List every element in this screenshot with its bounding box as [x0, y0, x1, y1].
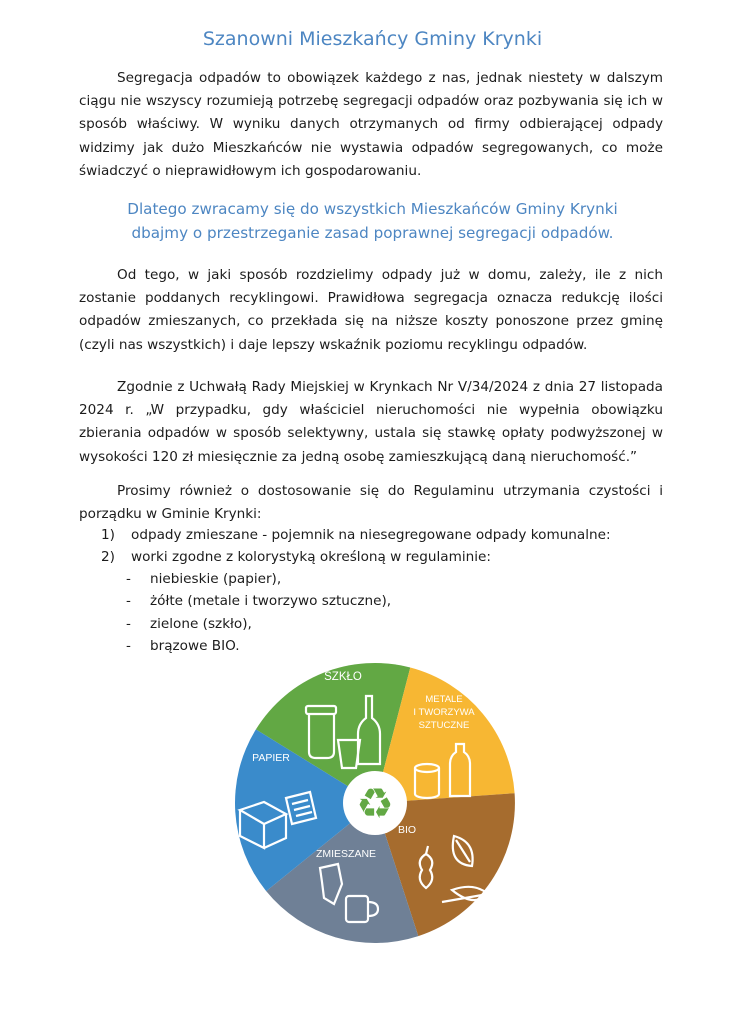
appeal-heading-line-2: dbajmy o przestrzeganie zasad poprawnej segregacji odpadów.: [131, 224, 614, 242]
list-dash: -: [126, 571, 131, 587]
bag-color-list: [126, 568, 391, 658]
label-metals-line-1: METALE: [425, 694, 463, 705]
label-glass: SZKŁO: [324, 671, 362, 683]
list-item-text: zielone (szkło),: [150, 615, 252, 632]
label-bio: BIO: [397, 824, 417, 836]
recycling-paragraph-text: Od tego, w jaki sposób rozdzielimy odpady już w domu, zależy, ile z nich zostanie poddanych recyklingowi. Prawidłowa segregacja oznacza redukcję ilości odpadów zmieszanych, co przekłada się na niższe koszty ponoszone przez gminę (czyli nas wszystkich) i daje lepszy wskaźnik poziomu recyklingu odpadów.: [79, 267, 663, 353]
list-item: [101, 546, 611, 568]
list-number: 2): [101, 549, 115, 566]
list-item-text: żółte (metale i tworzywo sztuczne),: [150, 593, 392, 610]
list-item-text: niebieskie (papier),: [150, 571, 282, 587]
appeal-heading-line-1: Dlatego zwracamy się do wszystkich Mieszkańców Gminy Krynki: [127, 200, 618, 218]
numbered-list: [101, 524, 611, 569]
segregation-wheel-infographic: [230, 658, 520, 948]
page-title: Szanowni Mieszkańcy Gminy Krynki: [202, 28, 543, 50]
list-dash: -: [126, 593, 131, 610]
list-item: [101, 524, 611, 546]
regulations-paragraph: [79, 480, 663, 526]
regulations-paragraph-text: Prosimy również o dostosowanie się do Regulaminu utrzymania czystości i porządku w Gminie Krynki:: [79, 483, 663, 523]
recycling-paragraph: [79, 264, 663, 357]
label-mixed: ZMIESZANE: [315, 848, 377, 860]
label-metals-line-3: SZTUCZNE: [418, 720, 470, 731]
list-item-text: worki zgodne z kolorystyką określoną w regulaminie:: [131, 549, 491, 566]
resolution-paragraph: [79, 376, 663, 469]
list-item: [126, 590, 391, 612]
intro-paragraph-text: Segregacja odpadów to obowiązek każdego z nas, jednak niestety w dalszym ciągu nie wszyscy rozumieją potrzebę segregacji odpadów oraz pozbywania się ich w sposób właściwy. W wyniku danych otrzymanych od firmy odbierającej odpady widzimy jak dużo Mieszkańców nie wystawia odpadów segregowanych, co może świadczyć o nieprawidłowym ich gospodarowaniu.: [79, 70, 663, 179]
intro-paragraph: [79, 67, 663, 183]
list-item-text: brązowe BIO.: [150, 638, 240, 655]
label-metals-line-2: I TWORZYWA: [413, 707, 475, 718]
list-dash: -: [126, 615, 131, 632]
appeal-heading: [60, 197, 685, 245]
resolution-paragraph-text: Zgodnie z Uchwałą Rady Miejskiej w Krynkach Nr V/34/2024 z dnia 27 listopada 2024 r. „W przypadku, gdy właściciel nieruchomości nie wypełnia obowiązku zbierania odpadów w sposób selektywny, ustala się stawkę opłaty podwyższonej w wysokości 120 zł miesięcznie za jedną osobę zamieszkującą daną nieruchomość.”: [79, 379, 663, 465]
list-dash: -: [126, 638, 131, 655]
recycle-icon: ♻: [356, 780, 394, 827]
list-item: [126, 568, 391, 590]
label-paper: PAPIER: [252, 752, 290, 764]
list-item: [126, 613, 391, 635]
list-item-text: odpady zmieszane - pojemnik na niesegregowane odpady komunalne:: [131, 527, 611, 543]
list-item: [126, 635, 391, 657]
list-number: 1): [101, 527, 115, 543]
